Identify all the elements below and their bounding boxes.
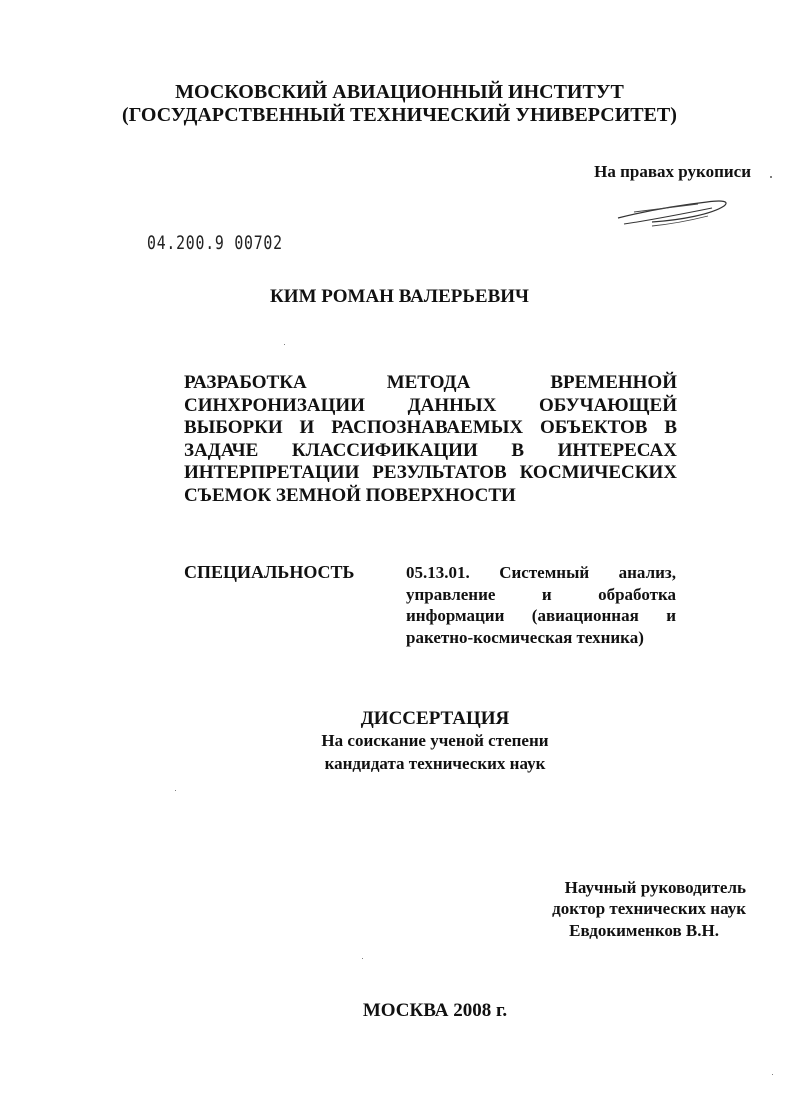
- advisor-degree: доктор технических наук: [552, 899, 746, 918]
- institute-subtitle: (ГОСУДАРСТВЕННЫЙ ТЕХНИЧЕСКИЙ УНИВЕРСИТЕТ): [122, 104, 677, 126]
- author-name: КИМ РОМАН ВАЛЕРЬЕВИЧ: [270, 286, 529, 307]
- scan-speck: [362, 958, 363, 959]
- specialty-label: СПЕЦИАЛЬНОСТЬ: [184, 562, 355, 582]
- scan-speck: [770, 176, 772, 178]
- rights-note: На правах рукописи: [594, 162, 751, 181]
- advisor-name: Евдокименков В.Н.: [569, 921, 719, 940]
- signature-image: [612, 194, 737, 230]
- thesis-title-line: ИНТЕРПРЕТАЦИИ РЕЗУЛЬТАТОВ КОСМИЧЕСКИХ: [184, 462, 677, 483]
- thesis-title-line: СЪЕМОК ЗЕМНОЙ ПОВЕРХНОСТИ: [184, 484, 516, 506]
- scan-speck: [772, 1074, 773, 1075]
- scan-speck: [284, 344, 285, 345]
- degree-line-1: На соискание ученой степени: [321, 731, 549, 750]
- degree-line-2: кандидата технических наук: [324, 754, 546, 773]
- specialty-value: 05.13.01. Системный анализ, управление и обработка информации (авиационная и ракетно-космическая техника): [406, 563, 676, 647]
- advisor-role: Научный руководитель: [564, 878, 746, 897]
- scan-speck: [175, 790, 176, 791]
- dissertation-heading: ДИССЕРТАЦИЯ: [360, 708, 510, 729]
- thesis-title-line: ВЫБОРКИ И РАСПОЗНАВАЕМЫХ ОБЪЕКТОВ В: [184, 417, 677, 438]
- thesis-title-line: РАЗРАБОТКА МЕТОДА ВРЕМЕННОЙ: [184, 372, 677, 393]
- thesis-title: [184, 372, 677, 507]
- institute-name: МОСКОВСКИЙ АВИАЦИОННЫЙ ИНСТИТУТ: [175, 81, 624, 103]
- thesis-title-line: СИНХРОНИЗАЦИИ ДАННЫХ ОБУЧАЮЩЕЙ: [184, 394, 677, 416]
- registration-number: 04.200.9 00702: [147, 232, 283, 254]
- city-year: МОСКВА 2008 г.: [362, 1000, 508, 1021]
- thesis-title-line: ЗАДАЧЕ КЛАССИФИКАЦИИ В ИНТЕРЕСАХ: [184, 439, 677, 461]
